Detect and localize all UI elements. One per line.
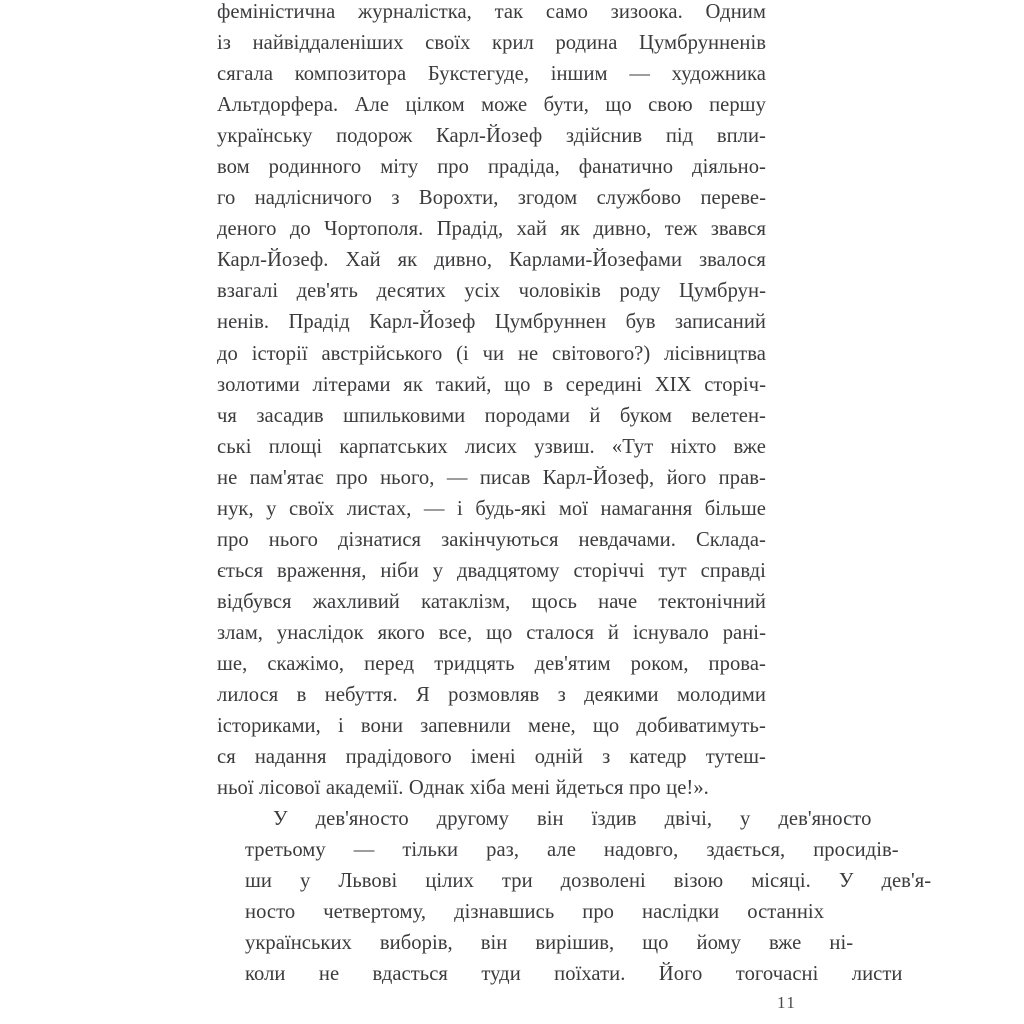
word: шпильковими	[343, 404, 466, 427]
word: відбувся	[217, 590, 292, 613]
text-line	[217, 928, 854, 959]
word: лісівництва	[664, 342, 766, 365]
word: Я	[415, 684, 430, 707]
word: три	[501, 870, 533, 893]
word: впли-	[716, 125, 766, 148]
text-line	[217, 401, 766, 432]
word: історії	[251, 342, 308, 365]
word: надовго,	[603, 839, 679, 862]
word: що	[605, 94, 632, 117]
word: якого	[377, 621, 425, 644]
word: чи	[482, 342, 505, 365]
word: художника	[671, 63, 766, 86]
word: як	[403, 373, 423, 396]
word: більше	[704, 497, 766, 520]
word: він	[537, 808, 564, 831]
word: жахливий	[312, 590, 400, 613]
word: Букстегуде,	[427, 63, 530, 86]
word: у	[432, 559, 444, 582]
word: з	[557, 684, 566, 707]
word: тільки	[402, 839, 459, 862]
word: про	[335, 466, 368, 489]
word: існувало	[632, 621, 709, 644]
word: намагання	[600, 497, 693, 520]
word: сталося	[526, 621, 594, 644]
word: візою	[673, 870, 724, 893]
word: лилося	[217, 684, 279, 707]
text-line	[217, 494, 766, 525]
word: здійснив	[565, 125, 643, 148]
word: й	[589, 404, 601, 427]
body-text-column	[217, 0, 932, 991]
word: іншим	[550, 63, 608, 86]
word: мої	[558, 497, 589, 520]
word: в	[296, 684, 307, 707]
word: дев'яносто	[315, 808, 409, 831]
word: Хай	[345, 249, 381, 272]
word: дев'яносто	[778, 808, 872, 831]
word: нук,	[217, 497, 254, 520]
word: він	[480, 932, 508, 955]
word: небуття.	[324, 684, 398, 707]
word: міту	[380, 156, 419, 179]
word: подорож	[336, 125, 413, 148]
text-line	[217, 897, 825, 928]
word: надлісничого	[254, 187, 373, 210]
word: що	[486, 621, 513, 644]
word: XIX	[654, 373, 692, 396]
word: Львові	[338, 870, 398, 893]
word: родина	[555, 32, 618, 55]
word: українських	[245, 932, 352, 955]
word: своїх	[425, 32, 471, 55]
word: австрійського	[321, 342, 443, 365]
word: не	[517, 342, 539, 365]
word: про	[217, 528, 249, 551]
word: четвертому,	[323, 901, 427, 924]
word: про	[437, 156, 469, 179]
text-line	[217, 59, 766, 90]
text-line	[217, 28, 766, 59]
word: третьому	[245, 839, 326, 862]
word: дев'ятим	[534, 652, 611, 675]
word: дізнавшись	[454, 901, 555, 924]
word: такий,	[435, 373, 492, 396]
word: враження,	[277, 559, 367, 582]
word: Чортополя.	[324, 218, 424, 241]
word: мене,	[528, 715, 576, 738]
word: Альтдорфера.	[217, 94, 339, 117]
word: ніби	[380, 559, 419, 582]
text-line	[217, 742, 766, 773]
word: раз,	[486, 839, 520, 862]
word: одній	[534, 746, 583, 769]
word: листи	[846, 963, 903, 986]
word: композитора	[294, 63, 407, 86]
word: ся	[217, 746, 236, 769]
text-line	[217, 276, 766, 307]
word: цілком	[405, 94, 465, 117]
word: його	[666, 466, 707, 489]
text-line	[217, 370, 766, 401]
word: із	[217, 32, 231, 55]
text-line	[217, 121, 766, 152]
text-line	[217, 525, 766, 556]
word: ські	[217, 435, 252, 458]
word: хай	[516, 218, 547, 241]
word: згодом	[517, 187, 578, 210]
word: двадцятому	[457, 559, 560, 582]
word: вже	[768, 932, 802, 955]
word: хіба	[464, 777, 506, 800]
word: Але	[354, 94, 390, 117]
word: площі	[268, 435, 323, 458]
word: під	[665, 125, 694, 148]
word: чоловіків	[518, 280, 601, 303]
word: тридцять	[434, 652, 515, 675]
word: записаний	[674, 311, 766, 334]
word: може	[481, 94, 528, 117]
word: вирішив,	[535, 932, 615, 955]
word: рані-	[722, 621, 766, 644]
word: літерами	[312, 373, 391, 396]
word: просидів-	[813, 839, 899, 862]
text-line	[217, 339, 766, 370]
word: ні-	[829, 932, 854, 955]
word: Його	[653, 963, 703, 986]
word: прадіда,	[487, 156, 560, 179]
word: останніх	[747, 901, 825, 924]
word: це!».	[660, 777, 709, 800]
word: вже	[733, 435, 766, 458]
word: до	[217, 342, 238, 365]
word: не	[313, 963, 340, 986]
word: Карл-Йозеф.	[217, 249, 329, 272]
text-line	[217, 773, 766, 804]
word: ньої	[217, 777, 254, 800]
word: йому	[696, 932, 741, 955]
word: не	[217, 466, 238, 489]
word: унаслідок	[276, 621, 364, 644]
word: молодими	[676, 684, 766, 707]
word: наче	[598, 590, 638, 613]
text-line	[217, 245, 766, 276]
word: тектонічний	[658, 590, 766, 613]
word: Цумбрунненів	[639, 32, 766, 55]
word: скажімо,	[267, 652, 345, 675]
word: карпатських	[339, 435, 448, 458]
word: у	[266, 497, 277, 520]
word: службово	[596, 187, 682, 210]
word: добиватимуть-	[636, 715, 766, 738]
word: прова-	[708, 652, 766, 675]
word: тогочасні	[730, 963, 819, 986]
word: здається,	[706, 839, 786, 862]
word: писав	[479, 466, 531, 489]
word: свою	[648, 94, 693, 117]
word: Карл-Йозеф	[435, 125, 543, 148]
word: катаклізм,	[421, 590, 511, 613]
word: буком	[619, 404, 672, 427]
word: все,	[438, 621, 473, 644]
word: —	[446, 466, 468, 489]
word: надання	[254, 746, 327, 769]
word: академії.	[320, 777, 404, 800]
word: імені	[470, 746, 516, 769]
word: першу	[709, 94, 766, 117]
text-line	[217, 587, 766, 618]
word: що	[592, 715, 620, 738]
word: го	[217, 187, 236, 210]
word: пам'ятає	[249, 466, 324, 489]
word: Одним	[705, 1, 766, 23]
word: справді	[700, 559, 766, 582]
word: вдасться	[367, 963, 448, 986]
word: чя	[217, 404, 237, 427]
word: листах,	[346, 497, 412, 520]
word: деного	[217, 218, 277, 241]
word: роду	[619, 280, 661, 303]
text-line	[217, 214, 766, 245]
word: (і	[456, 342, 469, 365]
word: теж	[664, 218, 698, 241]
word: наслідки	[642, 901, 720, 924]
word: про	[582, 901, 615, 924]
word: ється	[217, 559, 264, 582]
text-line	[217, 0, 766, 28]
word: до	[289, 218, 311, 241]
word: нього,	[380, 466, 435, 489]
word: —	[423, 497, 445, 520]
word: крил	[492, 32, 534, 55]
word: щось	[531, 590, 577, 613]
word: Прадід,	[436, 218, 504, 241]
word: місяці.	[751, 870, 811, 893]
word: своїх	[289, 497, 335, 520]
word: Однак	[403, 777, 465, 800]
word: сторіч-	[704, 373, 766, 396]
word: що	[504, 373, 531, 396]
word: зизоока.	[610, 1, 683, 23]
word: велетен-	[691, 404, 766, 427]
word: в	[543, 373, 553, 396]
word: дивно,	[434, 249, 493, 272]
word: тут	[658, 559, 687, 582]
word: Карл-Йозеф,	[542, 466, 655, 489]
word: само	[545, 1, 588, 23]
text-line	[217, 866, 932, 897]
word: узвиш.	[534, 435, 595, 458]
word: дивно,	[593, 218, 652, 241]
word: ніхто	[670, 435, 717, 458]
word: сторіччі	[573, 559, 645, 582]
word: вом	[217, 156, 250, 179]
word: у	[299, 870, 311, 893]
text-line	[217, 90, 766, 121]
word: але	[547, 839, 576, 862]
word: засадив	[256, 404, 324, 427]
word: і	[457, 497, 463, 520]
text-line	[217, 307, 766, 338]
word: Цумбруннен	[494, 311, 607, 334]
word: поїхати.	[548, 963, 626, 986]
word: Прадід	[288, 311, 350, 334]
word: і	[337, 715, 344, 738]
word: про	[623, 777, 661, 800]
word: що	[642, 932, 669, 955]
word: йдеться	[550, 777, 624, 800]
paragraph	[217, 804, 932, 990]
word: деякими	[584, 684, 659, 707]
word: «Тут	[611, 435, 654, 458]
word: з	[391, 187, 400, 210]
word: носто	[245, 901, 296, 924]
word: Карл-Йозеф	[369, 311, 476, 334]
word: був	[625, 311, 656, 334]
word: —	[629, 63, 650, 86]
text-line	[217, 711, 766, 742]
word: звався	[710, 218, 766, 241]
text-line	[217, 556, 766, 587]
word: лисих	[464, 435, 517, 458]
word: звалося	[698, 249, 766, 272]
word: будь-які	[475, 497, 547, 520]
word: фанатично	[578, 156, 674, 179]
word: Склада-	[695, 528, 766, 551]
word: тутеш-	[705, 746, 766, 769]
word: прадідового	[345, 746, 452, 769]
word: запевнили	[420, 715, 511, 738]
word: невдачами.	[578, 528, 676, 551]
paragraph	[217, 0, 766, 804]
word: українську	[217, 125, 313, 148]
word: як	[397, 249, 418, 272]
word: родинного	[268, 156, 362, 179]
text-line	[217, 618, 766, 649]
word: У	[838, 870, 854, 893]
word: істориками,	[217, 715, 321, 738]
word: так	[494, 1, 524, 23]
word: нього	[268, 528, 318, 551]
paragraph-indent	[217, 804, 245, 835]
word: середині	[565, 373, 643, 396]
word: найвіддаленіших	[252, 32, 404, 55]
word: десятих	[376, 280, 446, 303]
word: розмовляв	[448, 684, 540, 707]
word: закінчуються	[441, 528, 559, 551]
word: У	[273, 808, 288, 831]
word: діяльно-	[692, 156, 766, 179]
word: дев'я-	[881, 870, 932, 893]
page-number: 11	[777, 993, 797, 1012]
text-line	[217, 680, 766, 711]
word: роком,	[630, 652, 689, 675]
word: феміністична	[217, 1, 336, 23]
word: Ворохти,	[418, 187, 499, 210]
word: цілих	[425, 870, 474, 893]
word: виборів,	[379, 932, 453, 955]
word: золотими	[217, 373, 300, 396]
word: коли	[245, 963, 286, 986]
word: Карлами-Йозефами	[509, 249, 683, 272]
text-line	[217, 432, 766, 463]
word: мені	[505, 777, 551, 800]
word: з	[602, 746, 611, 769]
word: туди	[475, 963, 521, 986]
text-line	[217, 804, 872, 835]
text-line	[217, 183, 766, 214]
word: дізнатися	[338, 528, 422, 551]
word: переве-	[700, 187, 766, 210]
word: перед	[364, 652, 415, 675]
text-line	[217, 835, 899, 866]
word: й	[607, 621, 619, 644]
word: ненів.	[217, 311, 270, 334]
word: злам,	[217, 621, 263, 644]
word: взагалі	[217, 280, 279, 303]
word: їздив	[591, 808, 637, 831]
word: Цумбрун-	[678, 280, 766, 303]
word: —	[353, 839, 375, 862]
word: вони	[360, 715, 404, 738]
word: ше,	[217, 652, 248, 675]
text-line	[217, 649, 766, 680]
word: як	[560, 218, 580, 241]
word: усіх	[464, 280, 501, 303]
word: лісової	[253, 777, 321, 800]
text-line	[217, 152, 766, 183]
word: породами	[484, 404, 571, 427]
word: у	[740, 808, 751, 831]
word: бути,	[543, 94, 590, 117]
word: прав-	[718, 466, 766, 489]
word: журналістка,	[357, 1, 472, 23]
word: двічі,	[664, 808, 713, 831]
word: сягала	[217, 63, 274, 86]
text-line	[217, 463, 766, 494]
word: ши	[245, 870, 272, 893]
text-line	[217, 959, 903, 990]
word: другому	[436, 808, 509, 831]
word: світового?)	[552, 342, 651, 365]
word: катедр	[629, 746, 687, 769]
word: дев'ять	[296, 280, 358, 303]
word: дозволені	[560, 870, 646, 893]
